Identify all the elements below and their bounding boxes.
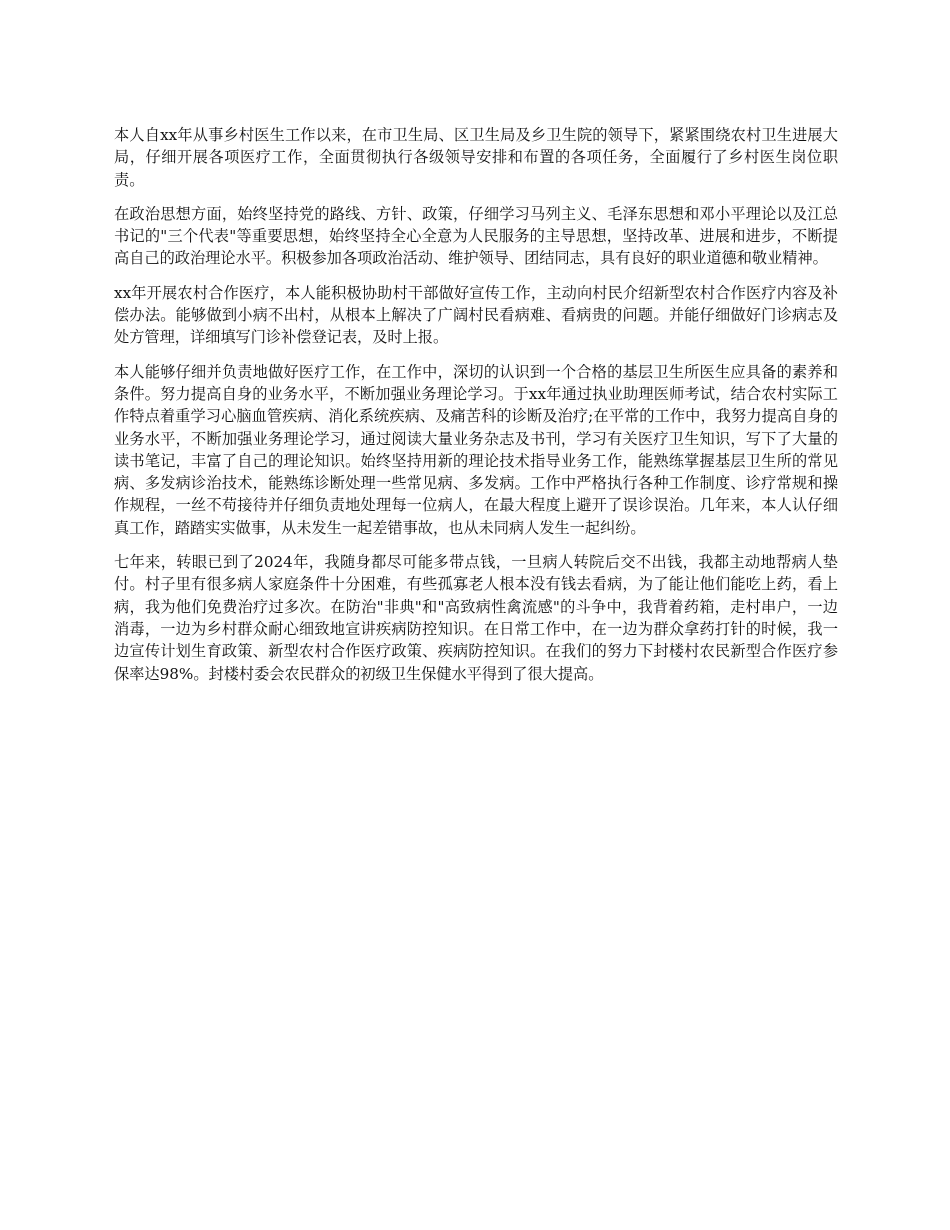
document-body [114,124,838,697]
paragraph-political-thought: 在政治思想方面，始终坚持党的路线、方针、政策，仔细学习马列主义、毛泽东思想和邓小平理论以及江总书记的"三个代表"等重要思想，始终坚持全心全意为人民服务的主导思想，坚持改革、进展和进步，不断提高自己的政治理论水平。积极参加各项政治活动、维护领导、团结同志，具有良好的职业道德和敬业精神。 [114,204,838,268]
paragraph-intro: 本人自xx年从事乡村医生工作以来，在市卫生局、区卫生局及乡卫生院的领导下，紧紧围绕农村卫生进展大局，仔细开展各项医疗工作，全面贯彻执行各级领导安排和布置的各项任务，全面履行了乡村医生岗位职责。 [114,126,838,189]
paragraph-medical-work: 本人能够仔细并负责地做好医疗工作，在工作中，深切的认识到一个合格的基层卫生所医生应具备的素养和条件。努力提高自身的业务水平，不断加强业务理论学习。于xx年通过执业助理医师考试，结合农村实际工作特点着重学习心脑血管疾病、消化系统疾病、及痛苦科的诊断及治疗;在平常的工作中，我努力提高自身的业务水平，不断加强业务理论学习，通过阅读大量业务杂志及书刊，学习有关医疗卫生知识，写下了大量的读书笔记，丰富了自己的理论知识。始终坚持用新的理论技术指导业务工作，能熟练掌握基层卫生所的常见病、多发病诊治技术，能熟练诊断处理一些常见病、多发病。工作中严格执行各种工作制度、诊疗常规和操作规程，一丝不苟接待并仔细负责地处理每一位病人，在最大程度上避开了误诊误治。几年来，本人认仔细真工作，踏踏实实做事，从未发生一起差错事故，也从未同病人发生一起纠纷。 [114,362,838,537]
paragraph-seven-years: 七年来，转眼已到了2024年，我随身都尽可能多带点钱，一旦病人转院后交不出钱，我都主动地帮病人垫付。村子里有很多病人家庭条件十分困难，有些孤寡老人根本没有钱去看病，为了能让他们能吃上药，看上病，我为他们免费治疗过多次。在防治"非典"和"高致病性禽流感"的斗争中，我背着药箱，走村串户，一边消毒，一边为乡村群众耐心细致地宣讲疾病防控知识。在日常工作中，在一边为群众拿药打针的时候，我一边宣传计划生育政策、新型农村合作医疗政策、疾病防控知识。在我们的努力下封楼村农民新型合作医疗参保率达98%。封楼村委会农民群众的初级卫生保健水平得到了很大提高。 [114,553,838,683]
paragraph-cooperative-medical: xx年开展农村合作医疗，本人能积极协助村干部做好宣传工作，主动向村民介绍新型农村合作医疗内容及补偿办法。能够做到小病不出村，从根本上解决了广阔村民看病难、看病贵的问题。并能仔细做好门诊病志及处方管理，详细填写门诊补偿登记表，及时上报。 [114,283,838,347]
